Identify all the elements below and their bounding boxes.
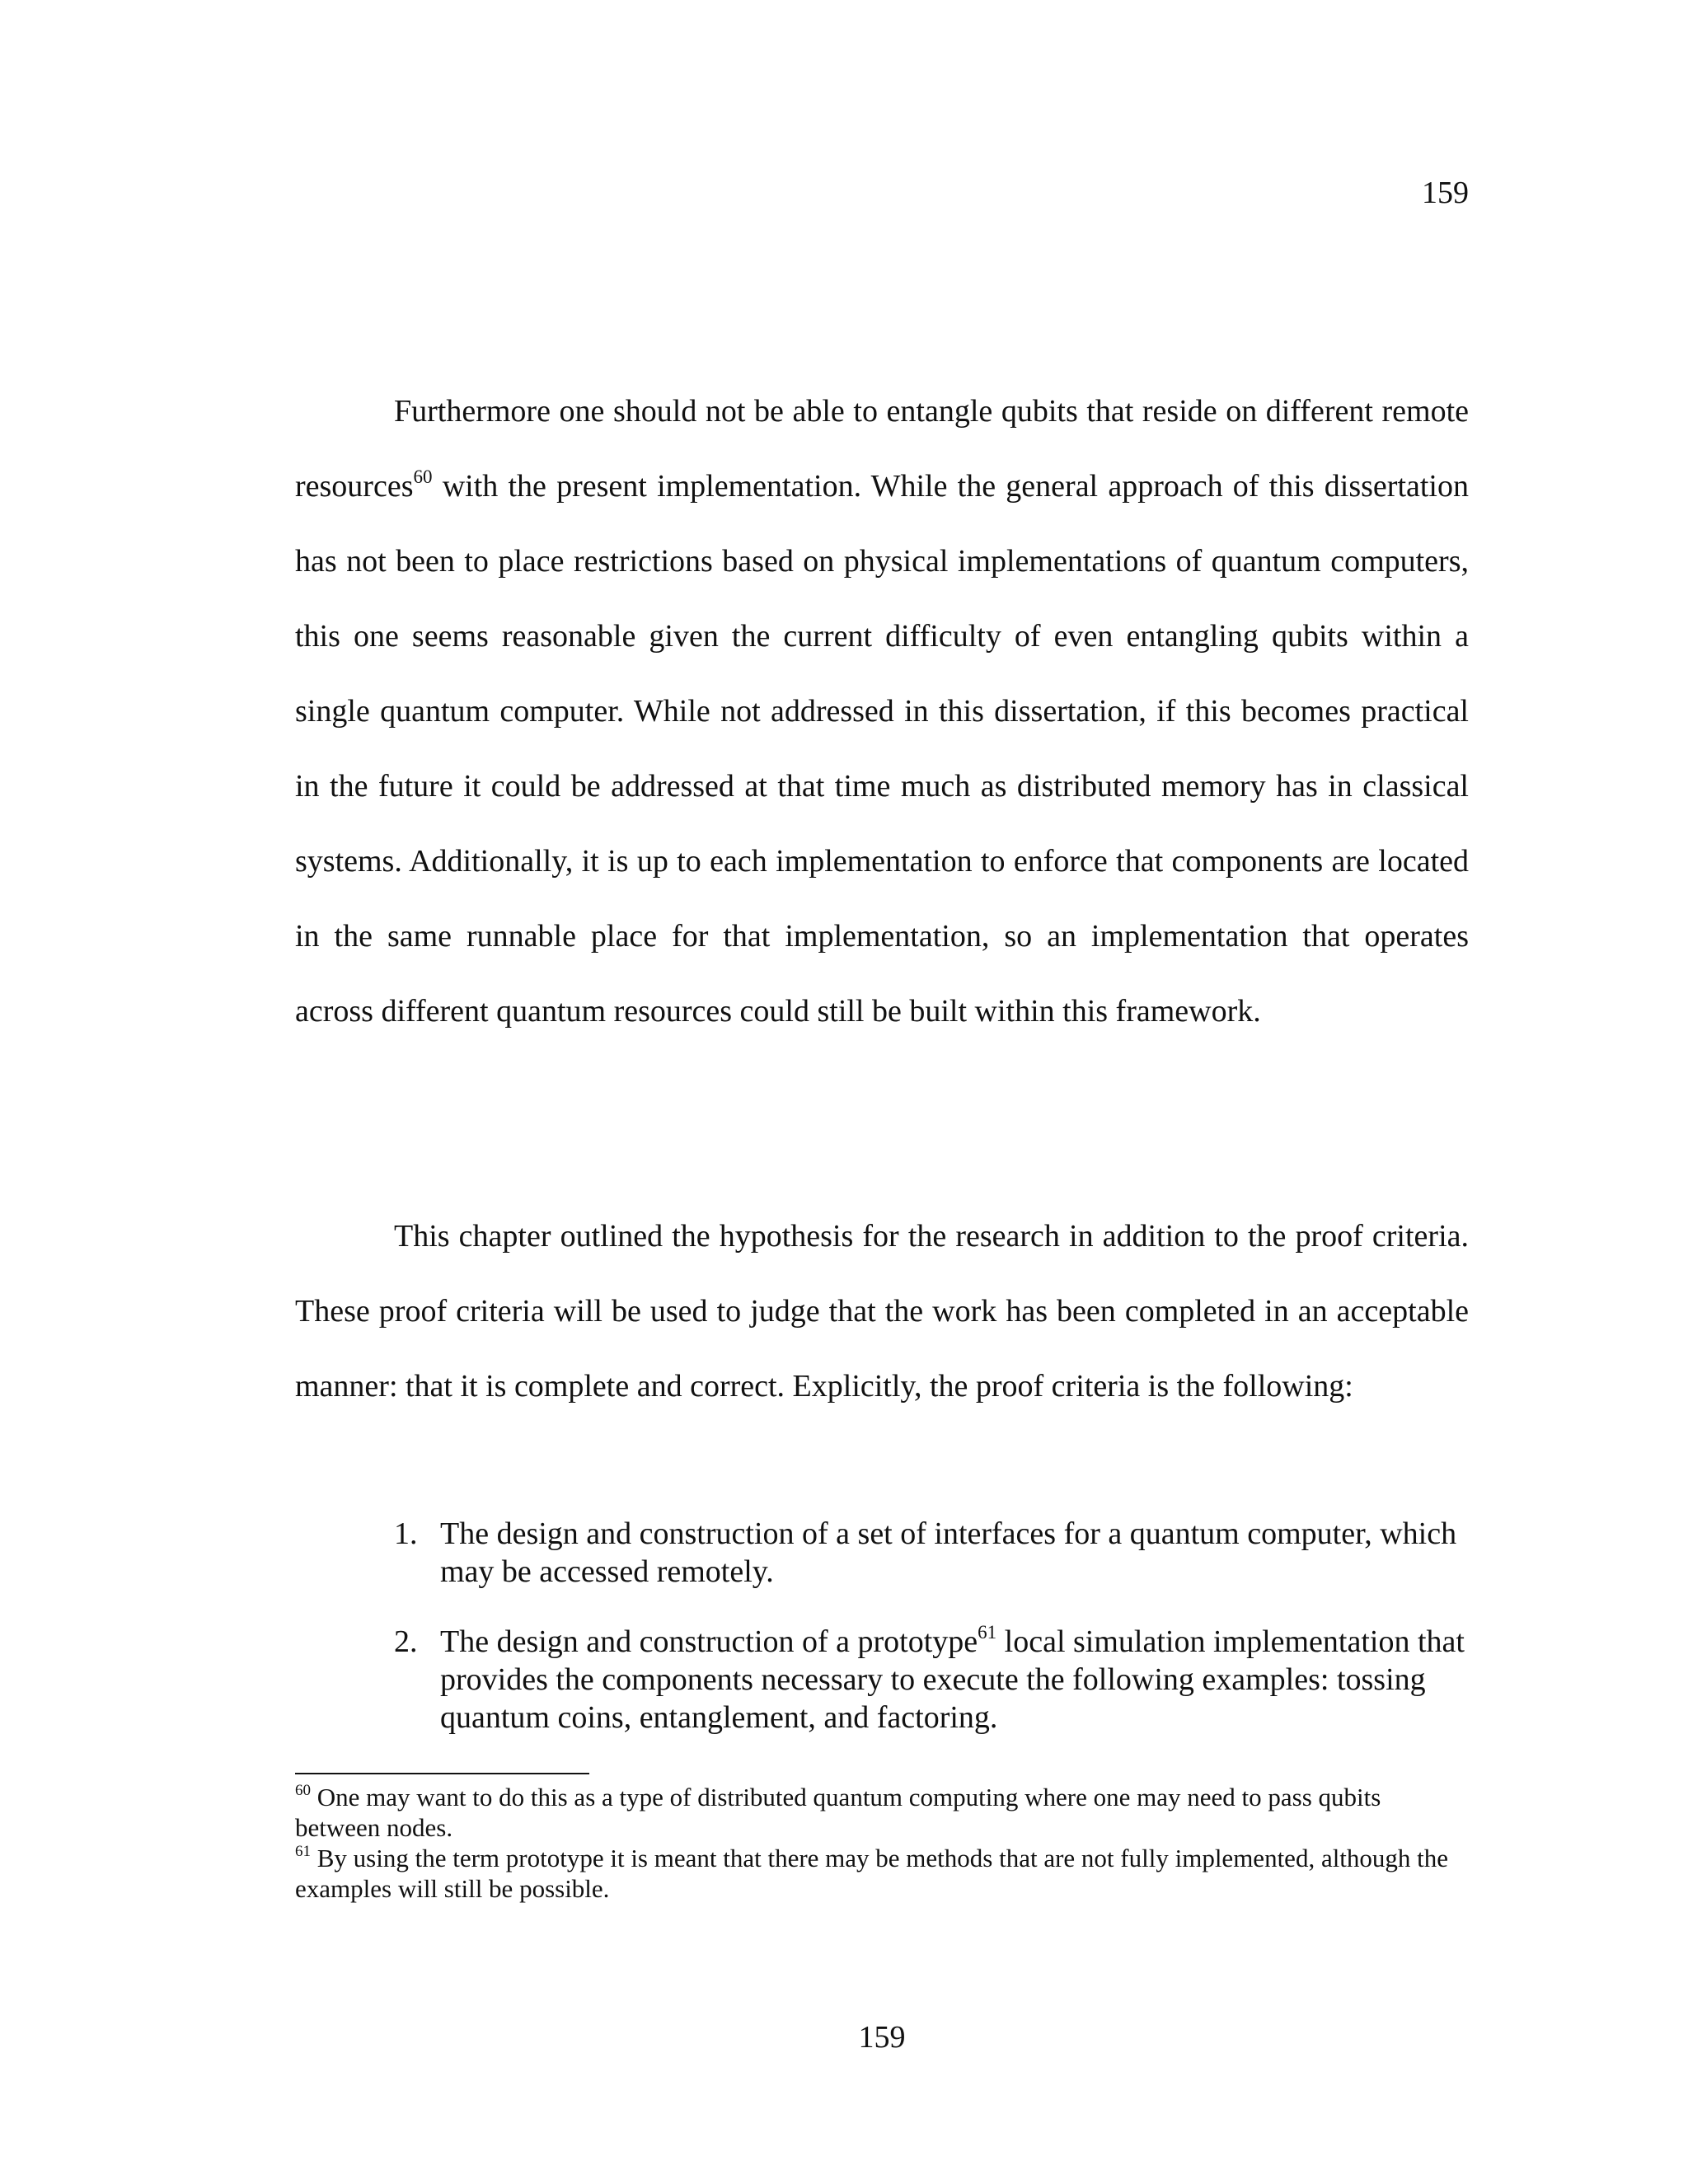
criteria-number: 1. bbox=[394, 1516, 418, 1551]
paragraph-1-text-start: Furthermore one should not be able to entangle qubits that reside on different remote resources bbox=[295, 394, 1469, 504]
paragraph-1-text-end: with the present implementation. While the general approach of this dissertation has not been to place restrictions based on physical implementations of quantum computers, this one seems reasonable given the current difficulty of even entangling qubits within a single quantum computer. While not addressed in this dissertation, if this becomes practical in the future it could be addressed at that time much as distributed memory has in classical systems. Additionally, it is up to each implementation to enforce that components are located in the same runnable place for that implementation, so an implementation that operates across different quantum resources could still be built within this framework. bbox=[295, 469, 1469, 1029]
proof-criteria-list bbox=[394, 1515, 1469, 1736]
footnote-number: 61 bbox=[295, 1842, 311, 1860]
criteria-item-1 bbox=[394, 1515, 1469, 1591]
page-number-bottom: 159 bbox=[858, 2020, 906, 2055]
footnote-text: One may want to do this as a type of distributed quantum computing where one may need to pass qubits between nodes. bbox=[295, 1783, 1381, 1842]
criteria-number: 2. bbox=[394, 1624, 418, 1659]
footnote-61 bbox=[295, 1843, 1469, 1904]
footnote-ref-61[interactable]: 61 bbox=[978, 1622, 997, 1643]
body-paragraph-1 bbox=[295, 374, 1469, 1049]
footnotes bbox=[295, 1782, 1469, 1904]
footnote-60 bbox=[295, 1782, 1469, 1843]
body-paragraph-2: This chapter outlined the hypothesis for the research in addition to the proof criteria. These proof criteria will be used to judge that the work has been completed in an acceptable manner: that it is complete and correct. Explicitly, the proof criteria is the following: bbox=[295, 1219, 1469, 1404]
footnote-text: By using the term prototype it is meant that there may be methods that are not fully implemented, although the examples will still be possible. bbox=[295, 1844, 1449, 1903]
footnote-ref-60[interactable]: 60 bbox=[413, 466, 433, 488]
criteria-2-text-end: local simulation implementation that provides the components necessary to execute the following examples: tossing quantum coins, entanglement, and factoring. bbox=[440, 1624, 1465, 1735]
criteria-item-2 bbox=[394, 1623, 1469, 1736]
page-number-top: 159 bbox=[1422, 176, 1469, 210]
footnote-number: 60 bbox=[295, 1781, 311, 1799]
footnote-separator bbox=[295, 1773, 589, 1774]
criteria-text: The design and construction of a set of interfaces for a quantum computer, which may be accessed remotely. bbox=[440, 1516, 1457, 1589]
criteria-2-text-start: The design and construction of a prototype bbox=[440, 1624, 978, 1659]
criteria-text bbox=[440, 1623, 1469, 1736]
